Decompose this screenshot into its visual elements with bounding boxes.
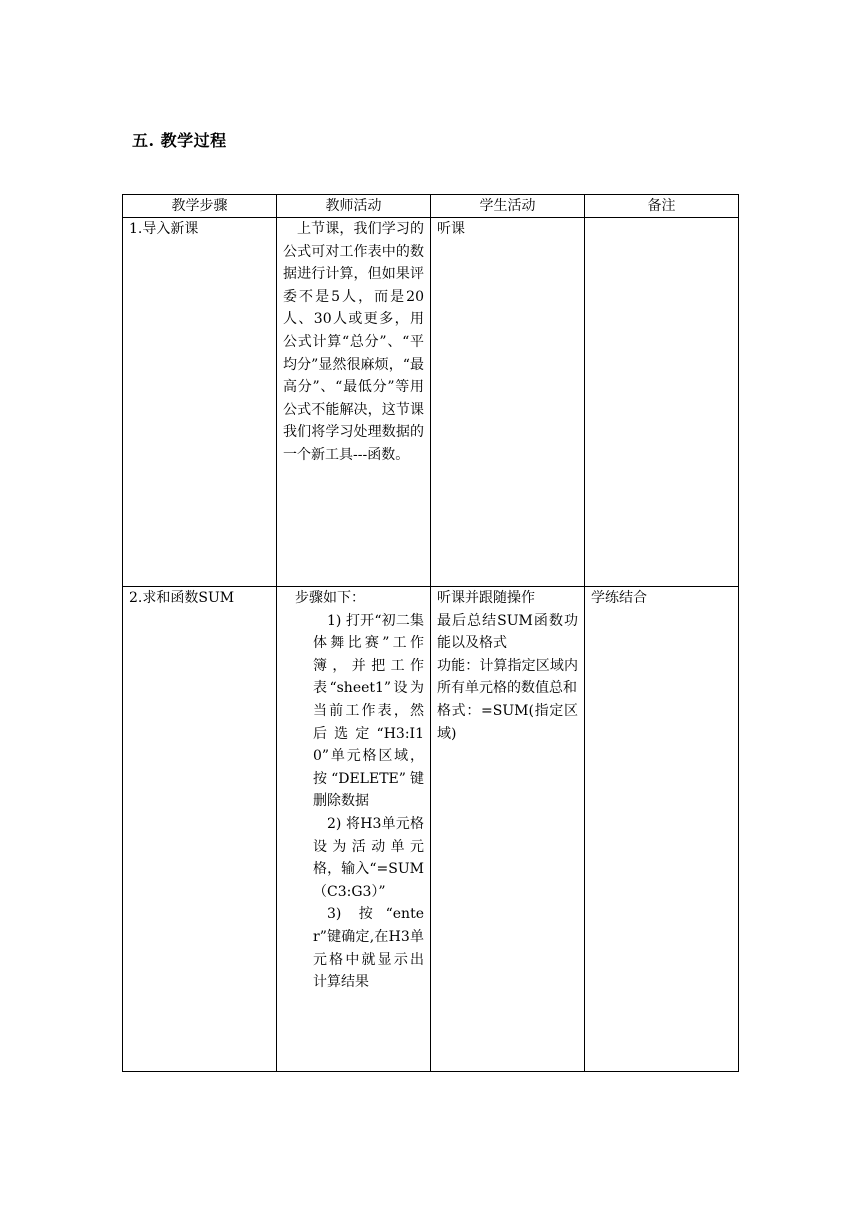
cell-student: 听课	[431, 218, 585, 587]
cell-teacher	[277, 218, 431, 587]
teacher-steps-intro: 步骤如下：	[295, 590, 365, 606]
header-step: 教学步骤	[123, 195, 277, 218]
lesson-process-table	[122, 194, 739, 1072]
header-student: 学生活动	[431, 195, 585, 218]
student-line: 格式：=SUM(指定区域)	[437, 702, 578, 742]
cell-teacher	[277, 587, 431, 1072]
cell-remark: 学练结合	[585, 587, 739, 1072]
cell-remark	[585, 218, 739, 587]
teacher-activity-text: 上节课，我们学习的公式可对工作表中的数据进行计算，但如果评委不是5人，而是20人、30人或更多，用公式计算“总分”、“平均分”显然很麻烦，“最高分”、“最低分”等用公式不能解决，这节课我们将学习处理数据的一个新工具---函数。	[283, 221, 424, 463]
teacher-step-3: 3) 按“enter”键确定,在H3单元格中就显示出计算结果	[313, 906, 424, 991]
cell-student	[431, 587, 585, 1072]
student-line: 最后总结SUM函数功能以及格式	[437, 612, 578, 652]
table-row	[123, 587, 739, 1072]
student-line: 功能：计算指定区域内所有单元格的数值总和	[437, 657, 578, 697]
section-title: 五. 教学过程	[132, 131, 227, 150]
table-row	[123, 218, 739, 587]
teacher-step-1: 1) 打开“初二集体舞比赛”工作簿，并把工作表“sheet1”设为当前工作表，然后选定“H3:I10”单元格区域，按“DELETE”键删除数据	[313, 612, 424, 810]
header-remark: 备注	[585, 195, 739, 218]
cell-step: 2.求和函数SUM	[123, 587, 277, 1072]
student-line: 听课并跟随操作	[437, 590, 535, 606]
cell-step: 1.导入新课	[123, 218, 277, 587]
teacher-step-2: 2) 将H3单元格设为活动单元格，输入“=SUM（C3:G3）”	[313, 815, 424, 900]
header-teacher: 教师活动	[277, 195, 431, 218]
table-header-row	[123, 195, 739, 218]
